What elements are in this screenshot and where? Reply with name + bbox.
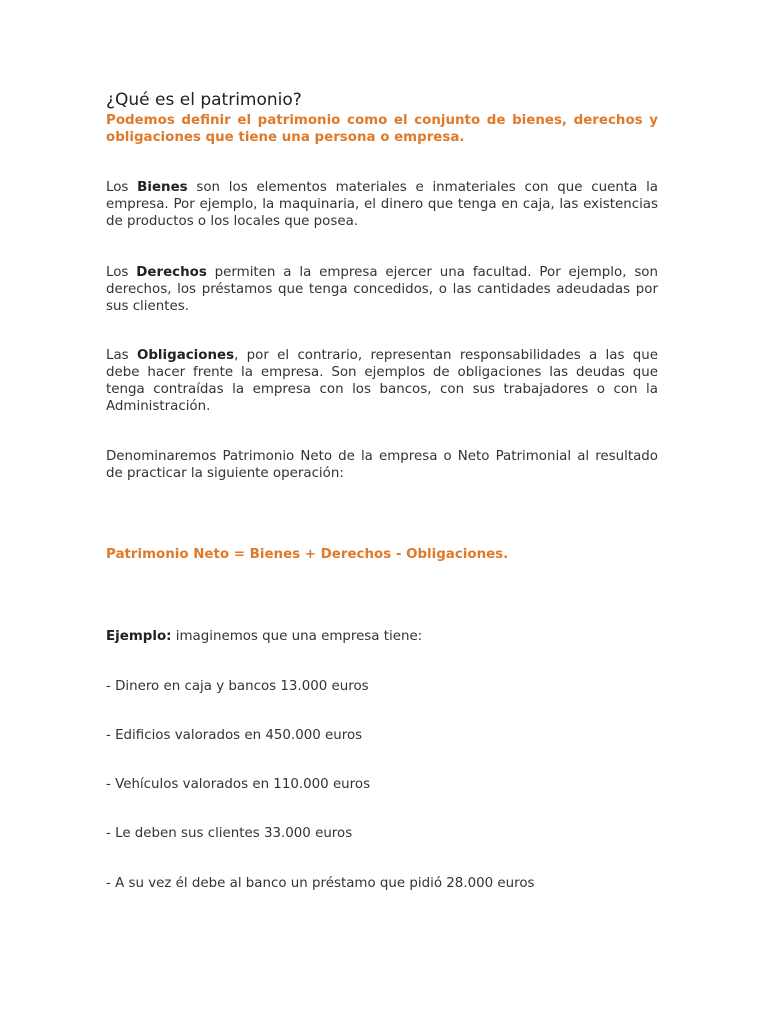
paragraph-obligaciones <box>106 347 658 415</box>
list-item: - Vehículos valorados en 110.000 euros <box>106 777 371 792</box>
page-title: ¿Qué es el patrimonio? <box>106 90 302 110</box>
derechos-text: permiten a la empresa ejercer una facultad. Por ejemplo, son derechos, los préstamos que tenga concedidos, o las cantidades adeudadas por sus clientes. <box>106 265 658 314</box>
definition-subtitle: Podemos definir el patrimonio como el conjunto de bienes, derechos y obligaciones que tiene una persona o empresa. <box>106 113 658 145</box>
derechos-pre: Los <box>106 265 137 280</box>
example-intro <box>106 629 422 644</box>
formula: Patrimonio Neto = Bienes + Derechos - Obligaciones. <box>106 547 509 562</box>
example-label: Ejemplo: <box>106 629 172 644</box>
list-item: - A su vez él debe al banco un préstamo que pidió 28.000 euros <box>106 876 535 891</box>
bienes-text: son los elementos materiales e inmateriales con que cuenta la empresa. Por ejemplo, la maquinaria, el dinero que tenga en caja, las existencias de productos o los locales que posea. <box>106 180 658 229</box>
example-text: imaginemos que una empresa tiene: <box>171 629 423 644</box>
list-item: - Edificios valorados en 450.000 euros <box>106 728 363 743</box>
paragraph-derechos <box>106 264 658 315</box>
list-item: - Le deben sus clientes 33.000 euros <box>106 826 353 841</box>
derechos-term: Derechos <box>136 265 207 280</box>
obligaciones-text: , por el contrario, representan responsabilidades a las que debe hacer frente la empresa. Son ejemplos de obligaciones las deudas que tenga contraídas la empresa con los bancos, con sus trabajadores o con la Administración. <box>106 348 658 414</box>
obligaciones-pre: Las <box>106 348 137 363</box>
obligaciones-term: Obligaciones <box>136 348 235 363</box>
bienes-term: Bienes <box>137 180 188 195</box>
paragraph-bienes <box>106 179 658 230</box>
bienes-pre: Los <box>106 180 138 195</box>
paragraph-neto-intro: Denominaremos Patrimonio Neto de la empresa o Neto Patrimonial al resultado de practicar la siguiente operación: <box>106 449 658 481</box>
list-item: - Dinero en caja y bancos 13.000 euros <box>106 679 369 694</box>
